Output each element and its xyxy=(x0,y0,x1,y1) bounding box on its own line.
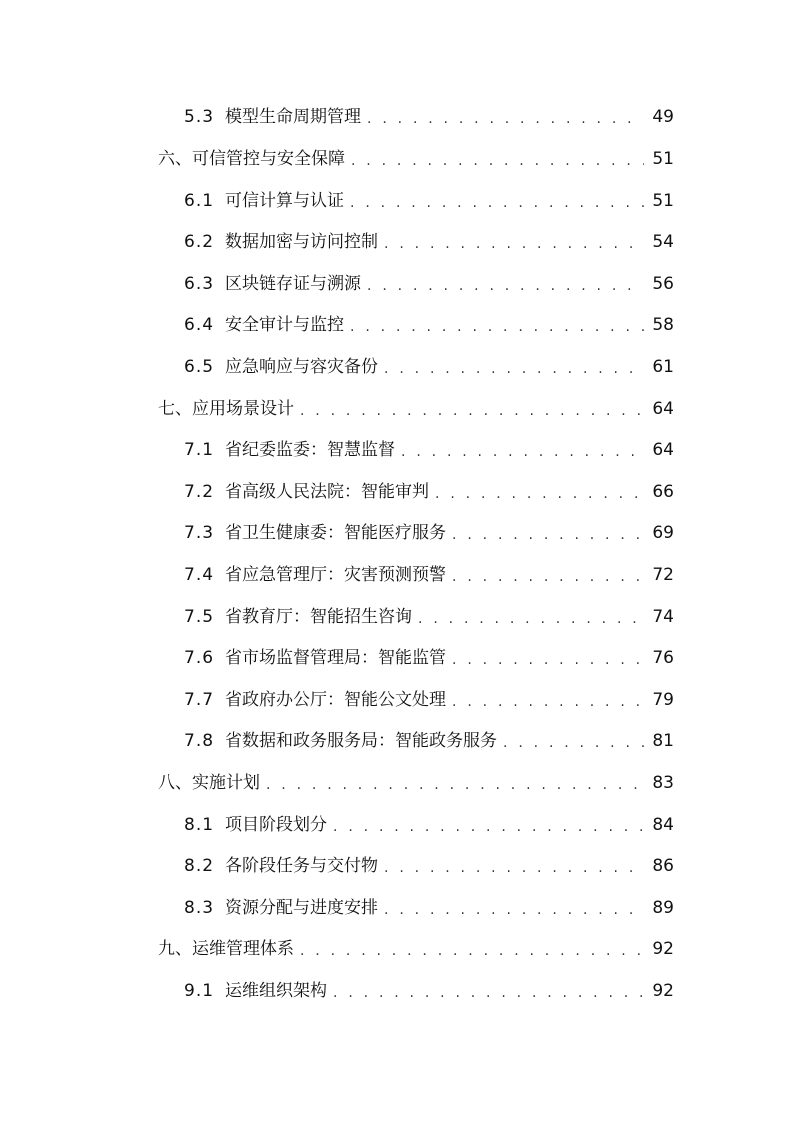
toc-entry-page: 72 xyxy=(652,565,674,585)
toc-dot-leader xyxy=(384,897,644,923)
toc-dot-leader xyxy=(384,855,644,881)
toc-entry-label xyxy=(158,396,294,422)
toc-entry[interactable] xyxy=(158,146,674,172)
toc-entry-page: 83 xyxy=(652,773,674,793)
toc-entry-page: 66 xyxy=(652,482,674,502)
toc-entry[interactable] xyxy=(184,229,674,255)
toc-entry-title: 省高级人民法院：智能审判 xyxy=(225,482,430,502)
toc-entry[interactable] xyxy=(184,978,674,1004)
toc-entry[interactable] xyxy=(184,437,674,463)
toc-entry-number: 7.5 xyxy=(184,607,215,627)
toc-entry-title: 省数据和政务服务局：智能政务服务 xyxy=(225,731,498,751)
toc-entry-label xyxy=(184,104,361,130)
toc-dot-leader xyxy=(350,190,644,216)
toc-entry-title: 六、可信管控与安全保障 xyxy=(158,149,345,169)
toc-entry-number: 6.1 xyxy=(184,191,215,211)
toc-entry[interactable] xyxy=(184,604,674,630)
toc-dot-leader xyxy=(401,439,644,465)
toc-entry-page: 49 xyxy=(652,107,674,127)
toc-entry-label xyxy=(184,604,412,630)
toc-entry-title: 模型生命周期管理 xyxy=(225,107,362,127)
toc-entry-number: 7.2 xyxy=(184,482,215,502)
toc-entry-number: 7.3 xyxy=(184,523,215,543)
toc-entry-label xyxy=(158,936,294,962)
toc-dot-leader xyxy=(367,273,644,299)
toc-entry-title: 资源分配与进度安排 xyxy=(225,898,379,918)
toc-entry-label xyxy=(184,271,361,297)
toc-dot-leader xyxy=(384,231,644,257)
toc-entry-number: 7.1 xyxy=(184,440,215,460)
toc-entry-page: 81 xyxy=(652,731,674,751)
toc-entry-page: 69 xyxy=(652,523,674,543)
toc-entry-page: 79 xyxy=(652,690,674,710)
toc-dot-leader xyxy=(452,522,644,548)
toc-entry-label xyxy=(184,312,344,338)
toc-entry[interactable] xyxy=(184,812,674,838)
toc-entry-title: 项目阶段划分 xyxy=(225,815,328,835)
toc-entry-title: 省应急管理厅：灾害预测预警 xyxy=(225,565,447,585)
toc-entry[interactable] xyxy=(184,479,674,505)
toc-entry-page: 74 xyxy=(652,607,674,627)
toc-dot-leader xyxy=(350,314,644,340)
toc-dot-leader xyxy=(452,564,644,590)
toc-entry-label xyxy=(184,520,446,546)
toc-entry-page: 51 xyxy=(652,191,674,211)
toc-entry-page: 56 xyxy=(652,274,674,294)
toc-dot-leader xyxy=(452,689,644,715)
toc-entry-number: 7.8 xyxy=(184,731,215,751)
toc-entry[interactable] xyxy=(158,770,674,796)
toc-entry-number: 6.4 xyxy=(184,315,215,335)
toc-entry-number: 8.2 xyxy=(184,856,215,876)
toc-entry-label xyxy=(184,687,446,713)
toc-entry-label xyxy=(184,229,378,255)
toc-entry-label xyxy=(184,728,497,754)
toc-entry[interactable] xyxy=(184,520,674,546)
toc-entry-page: 64 xyxy=(652,399,674,419)
toc-entry-page: 84 xyxy=(652,815,674,835)
toc-entry-title: 八、实施计划 xyxy=(158,773,260,793)
toc-entry-title: 各阶段任务与交付物 xyxy=(225,856,379,876)
toc-entry[interactable] xyxy=(184,271,674,297)
toc-dot-leader xyxy=(435,481,644,507)
toc-entry-page: 76 xyxy=(652,648,674,668)
toc-entry-page: 92 xyxy=(652,939,674,959)
toc-entry-title: 应急响应与容灾备份 xyxy=(225,357,379,377)
toc-dot-leader xyxy=(418,606,644,632)
toc-entry-title: 省卫生健康委：智能医疗服务 xyxy=(225,523,447,543)
toc-entry-number: 8.3 xyxy=(184,898,215,918)
toc-entry-number: 6.5 xyxy=(184,357,215,377)
toc-entry-number: 6.2 xyxy=(184,232,215,252)
toc-dot-leader xyxy=(351,148,644,174)
toc-dot-leader xyxy=(333,814,644,840)
toc-entry-label xyxy=(184,812,327,838)
toc-entry-label xyxy=(184,188,344,214)
toc-entry-title: 数据加密与访问控制 xyxy=(225,232,379,252)
toc-entry[interactable] xyxy=(184,312,674,338)
toc-entry-title: 省市场监督管理局：智能监管 xyxy=(225,648,447,668)
toc-entry-title: 安全审计与监控 xyxy=(225,315,345,335)
toc-entry-page: 89 xyxy=(652,898,674,918)
toc-entry-title: 七、应用场景设计 xyxy=(158,399,294,419)
toc-entry[interactable] xyxy=(184,562,674,588)
toc-entry-label xyxy=(184,895,378,921)
toc-entry[interactable] xyxy=(184,104,674,130)
toc-entry-number: 5.3 xyxy=(184,107,215,127)
toc-entry-title: 区块链存证与溯源 xyxy=(225,274,362,294)
toc-dot-leader xyxy=(367,106,644,132)
toc-dot-leader xyxy=(452,647,644,673)
toc-entry[interactable] xyxy=(184,645,674,671)
toc-entry-number: 6.3 xyxy=(184,274,215,294)
toc-entry-title: 可信计算与认证 xyxy=(225,191,345,211)
toc-entry[interactable] xyxy=(184,354,674,380)
toc-entry-page: 51 xyxy=(652,149,674,169)
toc-entry-number: 8.1 xyxy=(184,815,215,835)
toc-entry-title: 运维组织架构 xyxy=(225,981,328,1001)
toc-entry-number: 7.4 xyxy=(184,565,215,585)
toc-entry[interactable] xyxy=(158,936,674,962)
toc-entry[interactable] xyxy=(184,188,674,214)
toc-entry-page: 61 xyxy=(652,357,674,377)
toc-entry-number: 7.7 xyxy=(184,690,215,710)
toc-entry-number: 7.6 xyxy=(184,648,215,668)
toc-entry-page: 92 xyxy=(652,981,674,1001)
toc-entry-label xyxy=(184,645,446,671)
toc-entry-label xyxy=(184,354,378,380)
toc-entry-label xyxy=(158,146,345,172)
toc-dot-leader xyxy=(300,398,644,424)
toc-entry-label xyxy=(184,437,395,463)
toc-entry-title: 省政府办公厅：智能公文处理 xyxy=(225,690,447,710)
toc-dot-leader xyxy=(266,772,644,798)
toc-entry-label xyxy=(184,978,327,1004)
toc-dot-leader xyxy=(300,938,644,964)
toc-entry-title: 省教育厅：智能招生咨询 xyxy=(225,607,413,627)
toc-entry-label xyxy=(184,562,446,588)
toc-entry-label xyxy=(184,479,429,505)
toc-entry-title: 省纪委监委：智慧监督 xyxy=(225,440,396,460)
toc-entry[interactable] xyxy=(158,396,674,422)
toc-dot-leader xyxy=(503,730,644,756)
toc-entry[interactable] xyxy=(184,687,674,713)
toc-entry[interactable] xyxy=(184,728,674,754)
toc-entry-page: 64 xyxy=(652,440,674,460)
toc-entry[interactable] xyxy=(184,853,674,879)
toc-entry-label xyxy=(184,853,378,879)
toc-entry-page: 54 xyxy=(652,232,674,252)
toc-entry-title: 九、运维管理体系 xyxy=(158,939,294,959)
toc-entry-page: 58 xyxy=(652,315,674,335)
toc-entry[interactable] xyxy=(184,895,674,921)
toc-entry-page: 86 xyxy=(652,856,674,876)
toc-entry-number: 9.1 xyxy=(184,981,215,1001)
toc-dot-leader xyxy=(333,980,644,1006)
toc-entry-label xyxy=(158,770,260,796)
toc-dot-leader xyxy=(384,356,644,382)
